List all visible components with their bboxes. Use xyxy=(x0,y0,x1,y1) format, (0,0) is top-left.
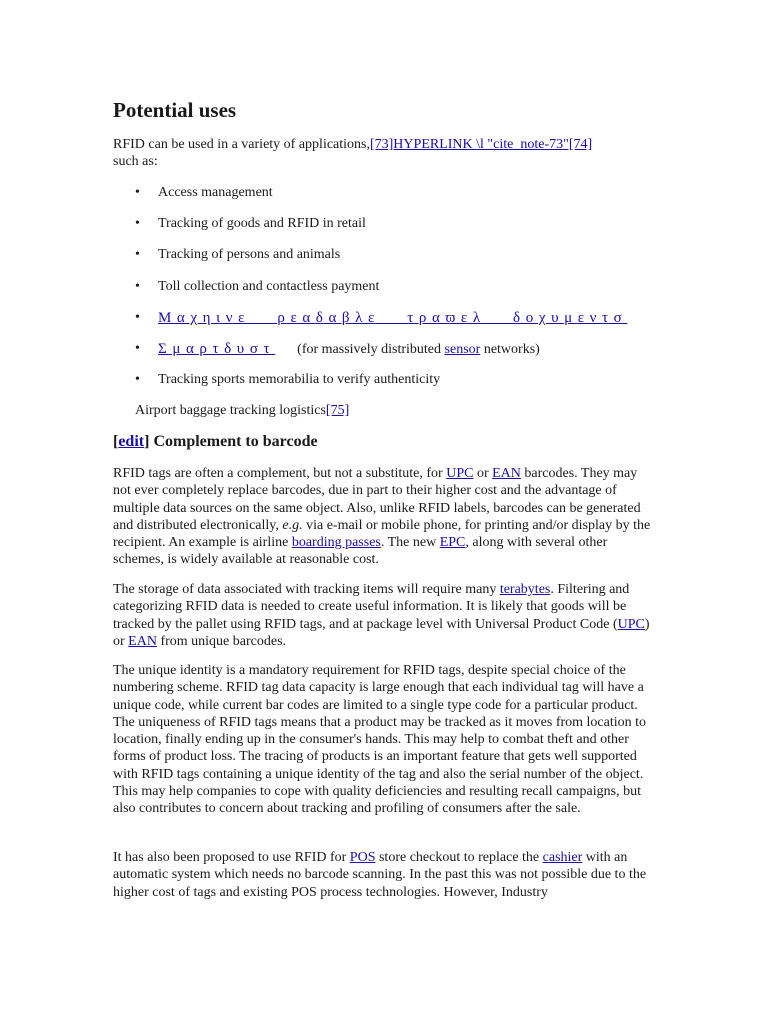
sensor-link[interactable]: sensor xyxy=(444,341,481,357)
citation-link-75[interactable]: [75] xyxy=(325,403,350,418)
list-item-text: Tracking sports memorabilia to verify authenticity xyxy=(158,372,441,388)
airport-line xyxy=(135,402,349,419)
edit-bracket-open: [ xyxy=(113,433,119,450)
ean-link[interactable]: EAN xyxy=(492,466,521,481)
upc-link[interactable]: UPC xyxy=(446,466,474,481)
pos-link[interactable]: POS xyxy=(349,850,376,865)
eg-italic: e.g. xyxy=(282,517,303,533)
citation-link-73-74[interactable]: [73]HYPERLINK \l "cite_note-73"[74] xyxy=(369,137,593,152)
edit-link[interactable]: edit xyxy=(118,433,145,450)
list-item-text: Tracking of goods and RFID in retail xyxy=(158,216,366,232)
airport-text: Airport baggage tracking logistics xyxy=(135,403,326,418)
intro-text: RFID can be used in a variety of applications, xyxy=(113,137,370,152)
intro-paragraph xyxy=(113,136,653,171)
ean-link[interactable]: EAN xyxy=(128,633,157,649)
intro-tail: such as: xyxy=(113,154,158,170)
text-run: . Filtering and categorizing RFID data is needed to create useful information. It is likely that goods will be tracked by the pallet using RFID tags, and at package level with Universal Product Code ( xyxy=(113,582,630,632)
text-run: It has also been proposed to use RFID for xyxy=(113,850,350,865)
text-run: or xyxy=(473,466,493,481)
subsection-heading xyxy=(113,431,318,453)
upc-link[interactable]: UPC xyxy=(617,616,645,632)
machine-readable-documents-link[interactable]: Μαχηινε ρεαδαβλε τραϖελ δοχυμεντσ xyxy=(158,309,628,326)
smartdust-link[interactable]: Σμαρτδυστ xyxy=(158,340,276,357)
list-item xyxy=(113,215,653,246)
list-item-text: Access management xyxy=(158,185,273,200)
epc-link[interactable]: EPC xyxy=(439,535,466,551)
list-item xyxy=(113,184,653,215)
paragraph-pos xyxy=(113,849,653,901)
list-item xyxy=(113,340,653,371)
section-title: Potential uses xyxy=(113,98,237,122)
list-item-text: Toll collection and contactless payment xyxy=(158,278,380,294)
text-run: with an automatic system which needs no barcode scanning. In the past this was not possible due to the higher cost of tags and existing POS process technologies. However, Industry xyxy=(113,850,647,900)
paragraph-storage xyxy=(113,581,653,650)
smartdust-pre: (for massively distributed xyxy=(297,341,445,357)
text-run: The storage of data associated with tracking items will require many xyxy=(113,582,500,597)
text-run: from unique barcodes. xyxy=(156,633,287,649)
list-item xyxy=(113,309,653,340)
paragraph-unique-identity: The unique identity is a mandatory requirement for RFID tags, despite special choice of the numbering scheme. RFID tag data capacity is large enough that each individual tag will have a unique code, while current bar codes are limited to a single type code for a particular product. The uniqueness of RFID tags means that a product may be tracked as it moves from location to location, finally ending up in the consumer's hands. This may help to combat theft and other forms of product loss. The tracing of products is an important feature that gets well supported with RFID tags containing a unique identity of the tag and also the serial number of the object. This may help companies to cope with quality deficiencies and resulting recall campaigns, but also contributes to concern about tracking and profiling of consumers after the sale. xyxy=(113,663,647,817)
text-run: RFID tags are often a complement, but not a substitute, for xyxy=(113,466,447,481)
paragraph-complement xyxy=(113,465,653,569)
text-run: store checkout to replace the xyxy=(375,850,543,865)
list-item xyxy=(113,246,653,277)
subsection-title: Complement to barcode xyxy=(149,433,318,450)
text-run: via e-mail or mobile phone, for printing and/or display by the recipient. An example is airline xyxy=(113,517,651,551)
list-item-text: Tracking of persons and animals xyxy=(158,247,341,263)
text-run: . The new xyxy=(380,535,440,551)
edit-bracket-close: ] xyxy=(144,433,150,450)
cashier-link[interactable]: cashier xyxy=(542,850,583,865)
text-run: , along with several other schemes, is widely available at reasonable cost. xyxy=(113,535,608,568)
list-item xyxy=(113,371,653,402)
list-item xyxy=(113,278,653,309)
text-run: barcodes. They may not ever completely replace barcodes, due in part to their higher cost and the advantage of multiple data sources on the same object. Also, unlike RFID labels, barcodes can be generated and distributed electronically, xyxy=(113,466,641,533)
text-run: ) or xyxy=(113,616,650,649)
uses-list xyxy=(113,184,653,402)
terabytes-link[interactable]: terabytes xyxy=(499,582,551,597)
boarding-passes-link[interactable]: boarding passes xyxy=(291,535,381,551)
smartdust-post: networks) xyxy=(480,341,540,357)
